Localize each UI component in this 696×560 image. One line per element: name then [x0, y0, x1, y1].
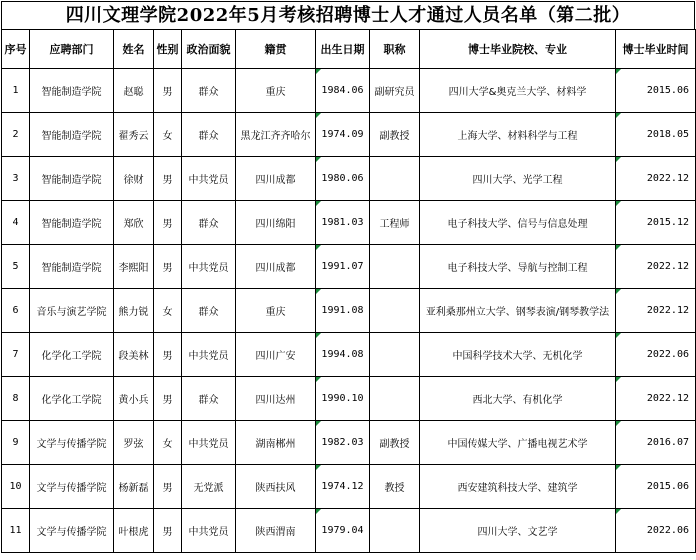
cell-doctoral-school-major: 上海大学、材料科学与工程 — [420, 113, 616, 157]
cell-index: 6 — [2, 289, 30, 333]
cell-graduation-date: 2022.12 — [616, 245, 696, 289]
cell-professional-title: 副教授 — [370, 421, 420, 465]
cell-name: 郑欣 — [114, 201, 154, 245]
cell-graduation-date: 2015.12 — [616, 201, 696, 245]
cell-political-status: 中共党员 — [182, 421, 236, 465]
cell-native-place: 重庆 — [236, 289, 316, 333]
cell-birth-date: 1974.09 — [316, 113, 370, 157]
table-row — [2, 69, 696, 113]
cell-political-status: 群众 — [182, 69, 236, 113]
spreadsheet — [1, 1, 695, 558]
cell-gender: 男 — [154, 509, 182, 553]
cell-gender: 男 — [154, 201, 182, 245]
cell-index: 11 — [2, 509, 30, 553]
header-political-status: 政治面貌 — [182, 30, 236, 69]
header-professional-title: 职称 — [370, 30, 420, 69]
cell-index: 10 — [2, 465, 30, 509]
cell-index: 2 — [2, 113, 30, 157]
cell-name: 熊力锐 — [114, 289, 154, 333]
cell-professional-title — [370, 289, 420, 333]
header-graduation-date: 博士毕业时间 — [616, 30, 696, 69]
cell-name: 黄小兵 — [114, 377, 154, 421]
cell-native-place: 重庆 — [236, 69, 316, 113]
cell-name: 杨新磊 — [114, 465, 154, 509]
cell-native-place: 陕西渭南 — [236, 509, 316, 553]
cell-doctoral-school-major: 西安建筑科技大学、建筑学 — [420, 465, 616, 509]
table-row — [2, 289, 696, 333]
cell-name: 徐财 — [114, 157, 154, 201]
cell-doctoral-school-major: 电子科技大学、信号与信息处理 — [420, 201, 616, 245]
cell-graduation-date: 2015.06 — [616, 465, 696, 509]
cell-native-place: 四川绵阳 — [236, 201, 316, 245]
cell-index: 9 — [2, 421, 30, 465]
cell-native-place: 黑龙江齐齐哈尔 — [236, 113, 316, 157]
page-title: 四川文理学院2022年5月考核招聘博士人才通过人员名单（第二批） — [1, 1, 695, 29]
cell-graduation-date: 2022.06 — [616, 333, 696, 377]
cell-native-place: 四川达州 — [236, 377, 316, 421]
cell-gender: 男 — [154, 465, 182, 509]
cell-birth-date: 1980.06 — [316, 157, 370, 201]
cell-political-status: 群众 — [182, 201, 236, 245]
cell-gender: 女 — [154, 421, 182, 465]
cell-name: 赵聪 — [114, 69, 154, 113]
cell-professional-title — [370, 245, 420, 289]
header-index: 序号 — [2, 30, 30, 69]
cell-political-status: 中共党员 — [182, 333, 236, 377]
cell-birth-date: 1994.08 — [316, 333, 370, 377]
cell-graduation-date: 2018.05 — [616, 113, 696, 157]
cell-doctoral-school-major: 亚利桑那州立大学、钢琴表演/钢琴教学法 — [420, 289, 616, 333]
cell-native-place: 陕西扶风 — [236, 465, 316, 509]
cell-professional-title — [370, 377, 420, 421]
table-row — [2, 113, 696, 157]
cell-index: 1 — [2, 69, 30, 113]
cell-department: 智能制造学院 — [30, 201, 114, 245]
table-row — [2, 465, 696, 509]
cell-professional-title: 教授 — [370, 465, 420, 509]
cell-department: 文学与传播学院 — [30, 465, 114, 509]
cell-department: 化学化工学院 — [30, 377, 114, 421]
cell-professional-title: 副研究员 — [370, 69, 420, 113]
cell-gender: 男 — [154, 157, 182, 201]
cell-name: 翟秀云 — [114, 113, 154, 157]
cell-doctoral-school-major: 中国传媒大学、广播电视艺术学 — [420, 421, 616, 465]
cell-political-status: 无党派 — [182, 465, 236, 509]
cell-birth-date: 1991.08 — [316, 289, 370, 333]
cell-doctoral-school-major: 西北大学、有机化学 — [420, 377, 616, 421]
cell-native-place: 四川成都 — [236, 245, 316, 289]
table-row — [2, 333, 696, 377]
cell-doctoral-school-major: 四川大学、文艺学 — [420, 509, 616, 553]
table-body — [2, 69, 696, 553]
header-gender: 性别 — [154, 30, 182, 69]
cell-political-status: 中共党员 — [182, 245, 236, 289]
cell-department: 智能制造学院 — [30, 69, 114, 113]
cell-department: 智能制造学院 — [30, 113, 114, 157]
cell-professional-title — [370, 333, 420, 377]
cell-birth-date: 1991.07 — [316, 245, 370, 289]
cell-index: 7 — [2, 333, 30, 377]
header-row — [2, 30, 696, 69]
cell-index: 8 — [2, 377, 30, 421]
table-row — [2, 421, 696, 465]
header-name: 姓名 — [114, 30, 154, 69]
header-department: 应聘部门 — [30, 30, 114, 69]
table-row — [2, 245, 696, 289]
cell-doctoral-school-major: 中国科学技术大学、无机化学 — [420, 333, 616, 377]
cell-birth-date: 1990.10 — [316, 377, 370, 421]
cell-native-place: 四川广安 — [236, 333, 316, 377]
cell-graduation-date: 2022.06 — [616, 509, 696, 553]
table-row — [2, 201, 696, 245]
cell-political-status: 中共党员 — [182, 157, 236, 201]
cell-doctoral-school-major: 电子科技大学、导航与控制工程 — [420, 245, 616, 289]
cell-department: 智能制造学院 — [30, 245, 114, 289]
cell-professional-title: 工程师 — [370, 201, 420, 245]
cell-birth-date: 1981.03 — [316, 201, 370, 245]
header-doctoral-school-major: 博士毕业院校、专业 — [420, 30, 616, 69]
cell-gender: 男 — [154, 245, 182, 289]
cell-professional-title — [370, 509, 420, 553]
cell-index: 5 — [2, 245, 30, 289]
cell-native-place: 湖南郴州 — [236, 421, 316, 465]
cell-index: 4 — [2, 201, 30, 245]
cell-name: 李熙阳 — [114, 245, 154, 289]
cell-department: 文学与传播学院 — [30, 509, 114, 553]
cell-birth-date: 1979.04 — [316, 509, 370, 553]
cell-political-status: 群众 — [182, 377, 236, 421]
cell-gender: 男 — [154, 333, 182, 377]
cell-professional-title — [370, 157, 420, 201]
cell-department: 化学化工学院 — [30, 333, 114, 377]
cell-gender: 男 — [154, 69, 182, 113]
cell-political-status: 群众 — [182, 113, 236, 157]
table-row — [2, 509, 696, 553]
cell-graduation-date: 2022.12 — [616, 377, 696, 421]
cell-political-status: 群众 — [182, 289, 236, 333]
cell-professional-title: 副教授 — [370, 113, 420, 157]
cell-birth-date: 1974.12 — [316, 465, 370, 509]
cell-gender: 男 — [154, 377, 182, 421]
cell-index: 3 — [2, 157, 30, 201]
cell-department: 智能制造学院 — [30, 157, 114, 201]
cell-name: 罗弦 — [114, 421, 154, 465]
cell-gender: 女 — [154, 289, 182, 333]
cell-doctoral-school-major: 四川大学、光学工程 — [420, 157, 616, 201]
cell-birth-date: 1982.03 — [316, 421, 370, 465]
cell-department: 文学与传播学院 — [30, 421, 114, 465]
cell-doctoral-school-major: 四川大学&奥克兰大学、材料学 — [420, 69, 616, 113]
cell-department: 音乐与演艺学院 — [30, 289, 114, 333]
cell-graduation-date: 2022.12 — [616, 289, 696, 333]
header-birth-date: 出生日期 — [316, 30, 370, 69]
cell-graduation-date: 2016.07 — [616, 421, 696, 465]
cell-name: 叶根虎 — [114, 509, 154, 553]
cell-birth-date: 1984.06 — [316, 69, 370, 113]
cell-name: 段美林 — [114, 333, 154, 377]
header-native-place: 籍贯 — [236, 30, 316, 69]
cell-native-place: 四川成都 — [236, 157, 316, 201]
cell-gender: 女 — [154, 113, 182, 157]
results-table — [1, 29, 696, 553]
cell-political-status: 中共党员 — [182, 509, 236, 553]
table-row — [2, 157, 696, 201]
cell-graduation-date: 2022.12 — [616, 157, 696, 201]
cell-graduation-date: 2015.06 — [616, 69, 696, 113]
table-row — [2, 377, 696, 421]
